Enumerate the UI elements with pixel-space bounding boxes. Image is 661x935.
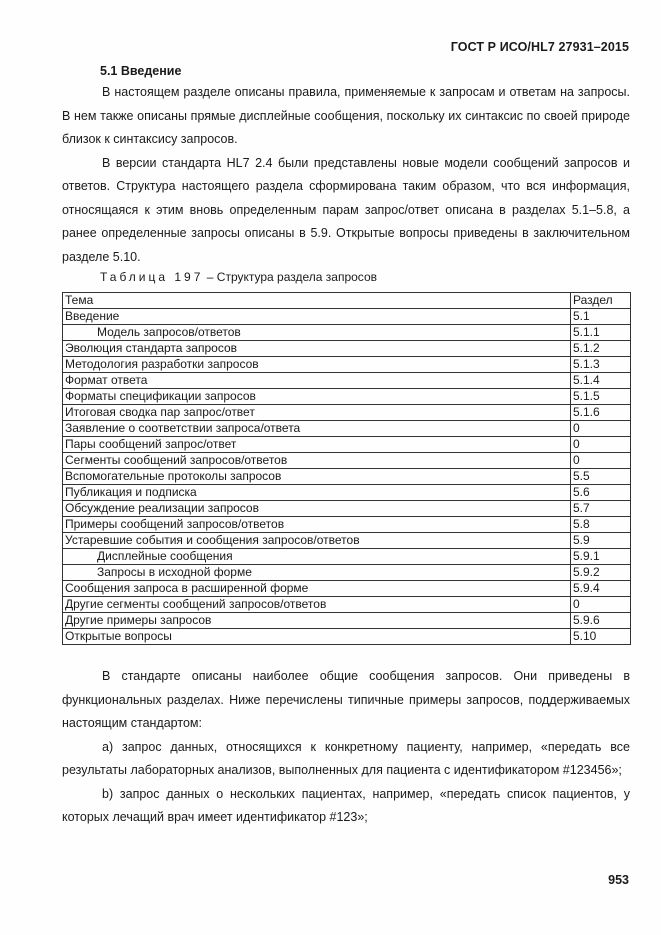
list-item-a: а) запрос данных, относящихся к конкретному пациенту, например, «передать все результаты лабораторных анализов, выполненных для пациента с идентификатором #123456»; xyxy=(62,739,630,777)
header-section: Раздел xyxy=(571,293,631,309)
list-item-b: b) запрос данных о нескольких пациентах, например, «передать список пациентов, у которых лечащий врач имеет идентификатор #123»; xyxy=(62,786,630,824)
row-topic: Сегменты сообщений запросов/ответов xyxy=(63,453,571,469)
row-section: 5.9.4 xyxy=(571,581,631,597)
row-section: 5.1.1 xyxy=(571,325,631,341)
table-caption-label: Таблица 197 xyxy=(100,270,204,284)
row-topic: Устаревшие события и сообщения запросов/ответов xyxy=(63,533,571,549)
table-caption-dash: – xyxy=(206,270,214,284)
row-section: 0 xyxy=(571,421,631,437)
row-section: 5.1 xyxy=(571,309,631,325)
row-topic: Модель запросов/ответов xyxy=(63,325,571,341)
table-row xyxy=(63,581,631,597)
row-section: 5.1.3 xyxy=(571,357,631,373)
row-topic: Итоговая сводка пар запрос/ответ xyxy=(63,405,571,421)
row-section: 5.9.1 xyxy=(571,549,631,565)
table-row xyxy=(63,453,631,469)
row-topic: Обсуждение реализации запросов xyxy=(63,501,571,517)
row-topic: Формат ответа xyxy=(63,373,571,389)
table-row xyxy=(63,437,631,453)
row-topic: Открытые вопросы xyxy=(63,629,571,645)
page-number: 953 xyxy=(608,873,629,887)
row-topic: Форматы спецификации запросов xyxy=(63,389,571,405)
intro-paragraph-1: В настоящем разделе описаны правила, применяемые к запросам и ответам на запросы. В нем также описаны прямые дисплейные сообщения, поскольку их синтаксис по своей природе близок к синтаксису запросов. xyxy=(62,85,630,146)
row-topic: Вспомогательные протоколы запросов xyxy=(63,469,571,485)
row-section: 5.10 xyxy=(571,629,631,645)
table-row xyxy=(63,485,631,501)
row-section: 5.5 xyxy=(571,469,631,485)
section-title: 5.1 Введение xyxy=(100,64,182,78)
row-topic: Дисплейные сообщения xyxy=(63,549,571,565)
table-row xyxy=(63,325,631,341)
row-section: 0 xyxy=(571,453,631,469)
row-section: 5.8 xyxy=(571,517,631,533)
row-topic: Другие сегменты сообщений запросов/ответов xyxy=(63,597,571,613)
row-section: 0 xyxy=(571,437,631,453)
intro-paragraph-2: В версии стандарта HL7 2.4 были представлены новые модели сообщений запросов и ответов. Структура настоящего раздела сформирована таким образом, что вся информация, относящаяся к этим вновь определенным парам запрос/ответ описана в разделах 5.1–5.8, а ранее определенные запросы описаны в 5.9. Открытые вопросы приведены в заключительном разделе 5.10. xyxy=(62,155,630,264)
row-section: 5.1.4 xyxy=(571,373,631,389)
table-row xyxy=(63,629,631,645)
table-row xyxy=(63,421,631,437)
row-topic: Эволюция стандарта запросов xyxy=(63,341,571,357)
table-row xyxy=(63,501,631,517)
table-body xyxy=(63,309,631,645)
row-section: 5.1.5 xyxy=(571,389,631,405)
after-paragraph-1: В стандарте описаны наиболее общие сообщения запросов. Они приведены в функциональных разделах. Ниже перечислены типичные примеры запросов, поддерживаемых настоящим стандартом: xyxy=(62,669,630,730)
table-row xyxy=(63,533,631,549)
table-row xyxy=(63,309,631,325)
table-row xyxy=(63,597,631,613)
table-row xyxy=(63,517,631,533)
table-row xyxy=(63,613,631,629)
row-section: 5.1.2 xyxy=(571,341,631,357)
table-caption-title: Структура раздела запросов xyxy=(216,270,377,284)
row-topic: Заявление о соответствии запроса/ответа xyxy=(63,421,571,437)
table-row xyxy=(63,389,631,405)
row-section: 0 xyxy=(571,597,631,613)
row-topic: Пары сообщений запрос/ответ xyxy=(63,437,571,453)
table-row xyxy=(63,469,631,485)
table-row xyxy=(63,341,631,357)
row-section: 5.7 xyxy=(571,501,631,517)
row-section: 5.1.6 xyxy=(571,405,631,421)
table-row xyxy=(63,549,631,565)
row-topic: Введение xyxy=(63,309,571,325)
table-header-row xyxy=(63,293,631,309)
document-header: ГОСТ Р ИСО/HL7 27931–2015 xyxy=(450,40,629,54)
sections-table xyxy=(62,292,631,645)
after-text xyxy=(62,665,630,830)
table-row xyxy=(63,565,631,581)
intro-text xyxy=(62,81,630,269)
row-section: 5.9.2 xyxy=(571,565,631,581)
row-topic: Запросы в исходной форме xyxy=(63,565,571,581)
row-section: 5.6 xyxy=(571,485,631,501)
row-topic: Примеры сообщений запросов/ответов xyxy=(63,517,571,533)
row-section: 5.9.6 xyxy=(571,613,631,629)
table-caption xyxy=(100,270,377,284)
table-row xyxy=(63,357,631,373)
row-topic: Другие примеры запросов xyxy=(63,613,571,629)
header-topic: Тема xyxy=(63,293,571,309)
table-row xyxy=(63,373,631,389)
table-row xyxy=(63,405,631,421)
row-section: 5.9 xyxy=(571,533,631,549)
row-topic: Сообщения запроса в расширенной форме xyxy=(63,581,571,597)
row-topic: Методология разработки запросов xyxy=(63,357,571,373)
row-topic: Публикация и подписка xyxy=(63,485,571,501)
